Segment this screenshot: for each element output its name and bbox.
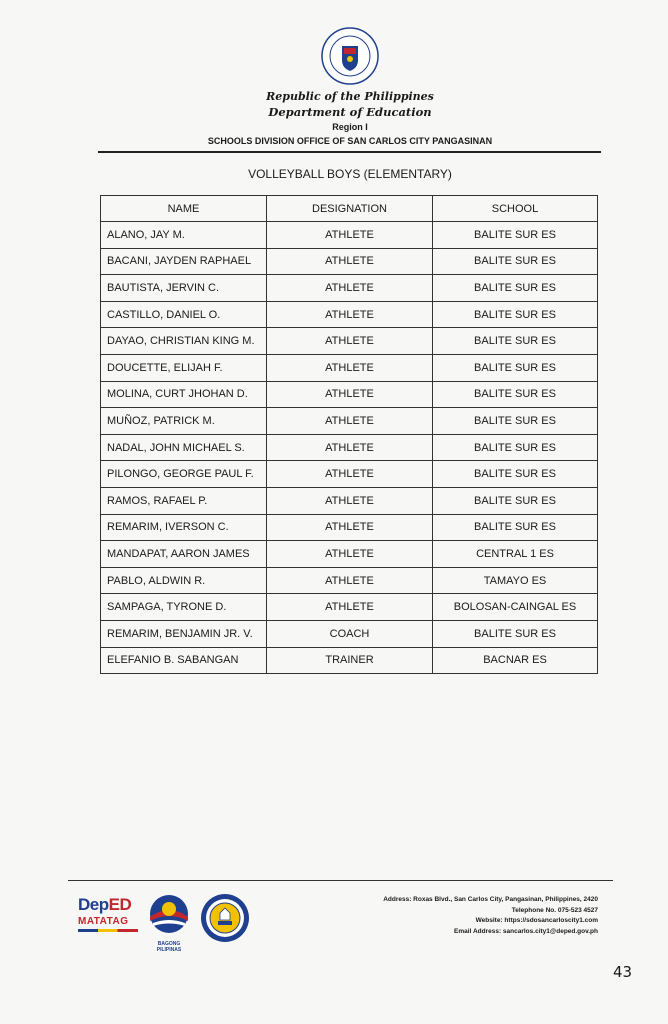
column-header-school: SCHOOL [433,196,598,222]
cell-name: REMARIM, BENJAMIN JR. V. [101,620,267,647]
footer-address: Address: Roxas Blvd., San Carlos City, Pangasinan, Philippines, 2420 [383,896,598,903]
table-row [101,381,598,408]
page-number: 43 [613,963,633,981]
cell-school: BACNAR ES [433,647,598,674]
table-row [101,461,598,488]
republic-heading: Republic of the Philippines [266,90,434,103]
cell-designation: ATHLETE [267,594,433,621]
bagong-pilipinas-logo: BAGONG PILIPINAS [145,893,193,948]
column-header-designation: DESIGNATION [267,196,433,222]
table-header-row [101,196,598,222]
region-heading: Region I [332,122,368,132]
footer-website[interactable]: Website: https://sdosancarloscity1.com [475,917,598,924]
footer-divider [68,880,613,881]
cell-name: NADAL, JOHN MICHAEL S. [101,434,267,461]
table-row [101,354,598,381]
footer-email[interactable]: Email Address: sancarlos.city1@deped.gov.ph [454,927,598,935]
cell-school: BALITE SUR ES [433,461,598,488]
cell-school: BALITE SUR ES [433,275,598,302]
cell-school: BALITE SUR ES [433,514,598,541]
cell-designation: ATHLETE [267,408,433,435]
cell-name: RAMOS, RAFAEL P. [101,487,267,514]
header-divider [98,151,601,153]
department-heading: Department of Education [268,105,432,119]
cell-name: ALANO, JAY M. [101,222,267,249]
roster-table [100,195,598,674]
cell-school: TAMAYO ES [433,567,598,594]
cell-designation: ATHLETE [267,514,433,541]
cell-name: MANDAPAT, AARON JAMES [101,541,267,568]
cell-school: BALITE SUR ES [433,434,598,461]
table-row [101,248,598,275]
table-row [101,434,598,461]
cell-designation: ATHLETE [267,434,433,461]
cell-name: REMARIM, IVERSON C. [101,514,267,541]
footer-contact [383,895,598,937]
cell-name: BACANI, JAYDEN RAPHAEL [101,248,267,275]
cell-name: DOUCETTE, ELIJAH F. [101,354,267,381]
cell-school: BALITE SUR ES [433,620,598,647]
table-row [101,620,598,647]
table-row [101,301,598,328]
cell-school: BALITE SUR ES [433,222,598,249]
cell-designation: ATHLETE [267,354,433,381]
table-row [101,647,598,674]
table-row [101,328,598,355]
cell-designation: ATHLETE [267,301,433,328]
cell-school: BALITE SUR ES [433,328,598,355]
cell-school: CENTRAL 1 ES [433,541,598,568]
cell-name: BAUTISTA, JERVIN C. [101,275,267,302]
cell-school: BALITE SUR ES [433,354,598,381]
table-row [101,487,598,514]
cell-designation: COACH [267,620,433,647]
cell-school: BALITE SUR ES [433,487,598,514]
cell-school: BALITE SUR ES [433,408,598,435]
cell-designation: TRAINER [267,647,433,674]
column-header-name: NAME [101,196,267,222]
cell-school: BALITE SUR ES [433,248,598,275]
cell-name: DAYAO, CHRISTIAN KING M. [101,328,267,355]
cell-school: BOLOSAN-CAINGAL ES [433,594,598,621]
bagong-pilipinas-emblem [145,893,193,935]
cell-designation: ATHLETE [267,567,433,594]
cell-name: CASTILLO, DANIEL O. [101,301,267,328]
table-row [101,514,598,541]
cell-designation: ATHLETE [267,328,433,355]
cell-name: MUÑOZ, PATRICK M. [101,408,267,435]
cell-designation: ATHLETE [267,248,433,275]
cell-name: SAMPAGA, TYRONE D. [101,594,267,621]
cell-designation: ATHLETE [267,541,433,568]
table-row [101,541,598,568]
table-row [101,275,598,302]
cell-designation: ATHLETE [267,461,433,488]
document-title: VOLLEYBALL BOYS (ELEMENTARY) [248,167,452,181]
cell-school: BALITE SUR ES [433,381,598,408]
cell-designation: ATHLETE [267,487,433,514]
table-row [101,408,598,435]
deped-seal-logo [320,26,380,86]
cell-designation: ATHLETE [267,222,433,249]
table-row [101,222,598,249]
cell-name: ELEFANIO B. SABANGAN [101,647,267,674]
cell-name: MOLINA, CURT JHOHAN D. [101,381,267,408]
deped-matatag-logo: DepED MATATAG [78,896,138,946]
office-heading: SCHOOLS DIVISION OFFICE OF SAN CARLOS CITY PANGASINAN [207,136,493,146]
cell-school: BALITE SUR ES [433,301,598,328]
sdo-seal-logo [200,893,250,943]
cell-designation: ATHLETE [267,381,433,408]
cell-designation: ATHLETE [267,275,433,302]
table-row [101,594,598,621]
footer-telephone: Telephone No. 075-523 4527 [511,906,598,914]
table-row [101,567,598,594]
cell-name: PILONGO, GEORGE PAUL F. [101,461,267,488]
cell-name: PABLO, ALDWIN R. [101,567,267,594]
